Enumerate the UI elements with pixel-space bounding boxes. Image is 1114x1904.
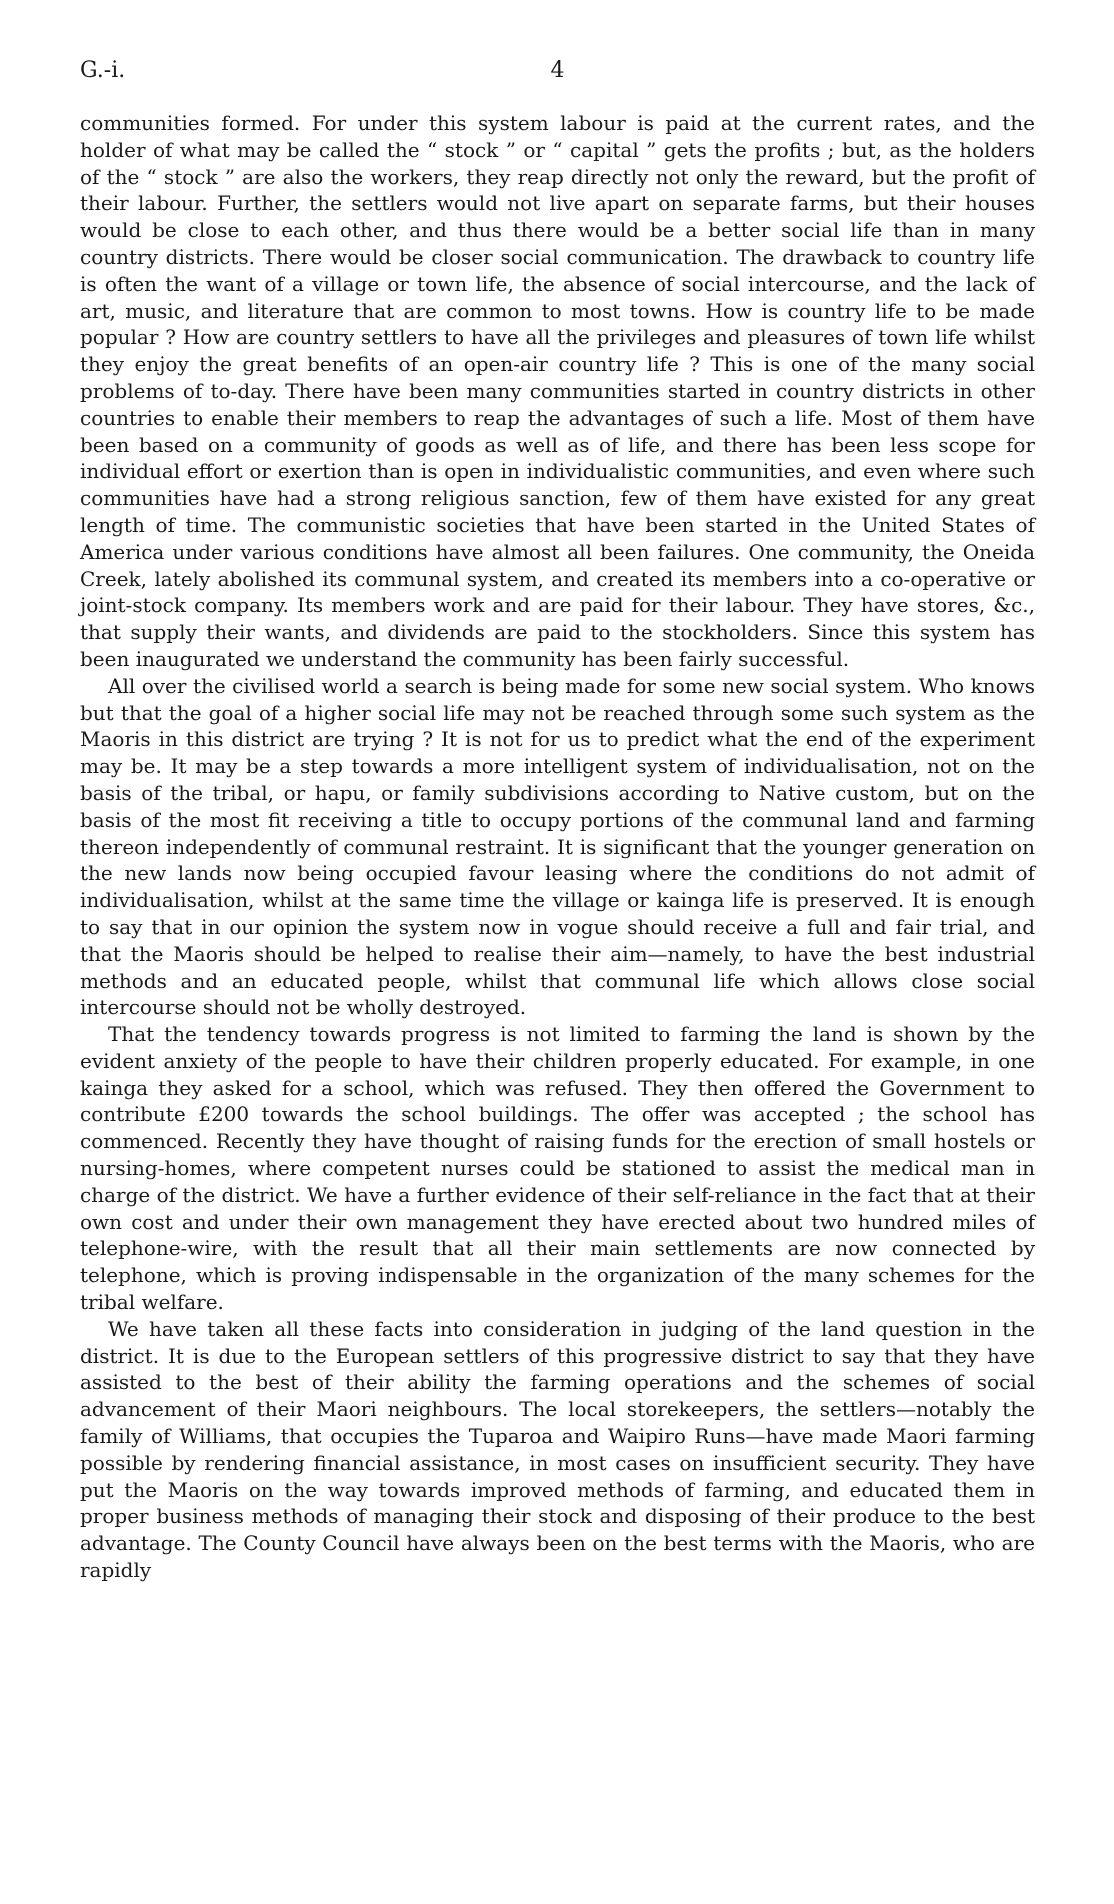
paragraph-continuation: communities formed. For under this system labour is paid at the current rates, and the holder of what may be called the “ stock ” or “ capital ” gets the profits ; but, as the holders of the “ stock ” are also the workers, they reap directly not only the reward, but the profit of their labour. Further, the settlers would not live apart on separate farms, but their houses would be close to each other, and thus there would be a better social life than in many country districts. There would be closer social communication. The drawback to country life is often the want of a village or town life, the absence of social intercourse, and the lack of art, music, and literature that are common to most towns. How is country life to be made popular ? How are country settlers to have all the privileges and pleasures of town life whilst they enjoy the great benefits of an open-air country life ? This is one of the many social problems of to-day. There have been many communities started in country districts in other countries to enable their members to reap the advantages of such a life. Most of them have been based on a community of goods as well as of life, and there has been less scope for individual effort or exertion than is open in individualistic communities, and even where such communities have had a strong religious sanction, few of them have existed for any great length of time. The communistic societies that have been started in the United States of America under various conditions have almost all been failures. One community, the Oneida Creek, lately abolished its communal system, and created its members into a co-operative or joint-stock company. Its members work and are paid for their labour. They have stores, &c., that supply their wants, and dividends are paid to the stockholders. Since this system has been inaugurated we understand the community has been fairly successful. — [80, 111, 1035, 671]
body-text — [80, 110, 1035, 1584]
page-number: 4 — [550, 58, 565, 83]
document-reference: G.-i. — [80, 58, 126, 83]
paragraph-social-system: All over the civilised world a search is being made for some new social system. Who knows but that the goal of a higher social life may not be reached through some such system as the Maoris in this district are trying ? It is not for us to predict what the end of the experiment may be. It may be a step towards a more intelligent system of individualisation, not on the basis of the tribal, or hapu, or family subdivisions according to Native custom, but on the basis of the most fit receiving a title to occupy portions of the communal land and farming thereon independently of communal restraint. It is significant that the younger generation on the new lands now being occupied favour leasing where the conditions do not admit of individualisation, whilst at the same time the village or kainga life is preserved. It is enough to say that in our opinion the system now in vogue should receive a full and fair trial, and that the Maoris should be helped to realise their aim—namely, to have the best industrial methods and an educated people, whilst that communal life which allows close social intercourse should not be wholly destroyed. — [80, 673, 1035, 1020]
paragraph-progress: That the tendency towards progress is not limited to farming the land is shown by the evident anxiety of the people to have their children properly educated. For example, in one kainga they asked for a school, which was refused. They then offered the Government to contribute £200 towards the school buildings. The offer was accepted ; the school has commenced. Recently they have thought of raising funds for the erection of small hostels or nursing-homes, where competent nurses could be stationed to assist the medical man in charge of the district. We have a further evidence of their self-reliance in the fact that at their own cost and under their own management they have erected about two hundred miles of telephone-wire, with the result that all their main settlements are now connected by telephone, which is proving indispensable in the organization of the many schemes for the tribal welfare. — [80, 1022, 1035, 1315]
paragraph-land-question: We have taken all these facts into consideration in judging of the land question in the district. It is due to the European settlers of this progressive district to say that they have assisted to the best of their ability the farming operations and the schemes of social advancement of their Maori neighbours. The local storekeepers, the settlers—notably the family of Williams, that occupies the Tuparoa and Waipiro Runs—have made Maori farming possible by rendering financial assistance, in most cases on insufficient security. They have put the Maoris on the way towards improved methods of farming, and educated them in proper business methods of managing their stock and disposing of their produce to the best advantage. The County Council have always been on the best terms with the Maoris, who are rapidly — [80, 1316, 1035, 1583]
page-header — [80, 58, 1035, 88]
